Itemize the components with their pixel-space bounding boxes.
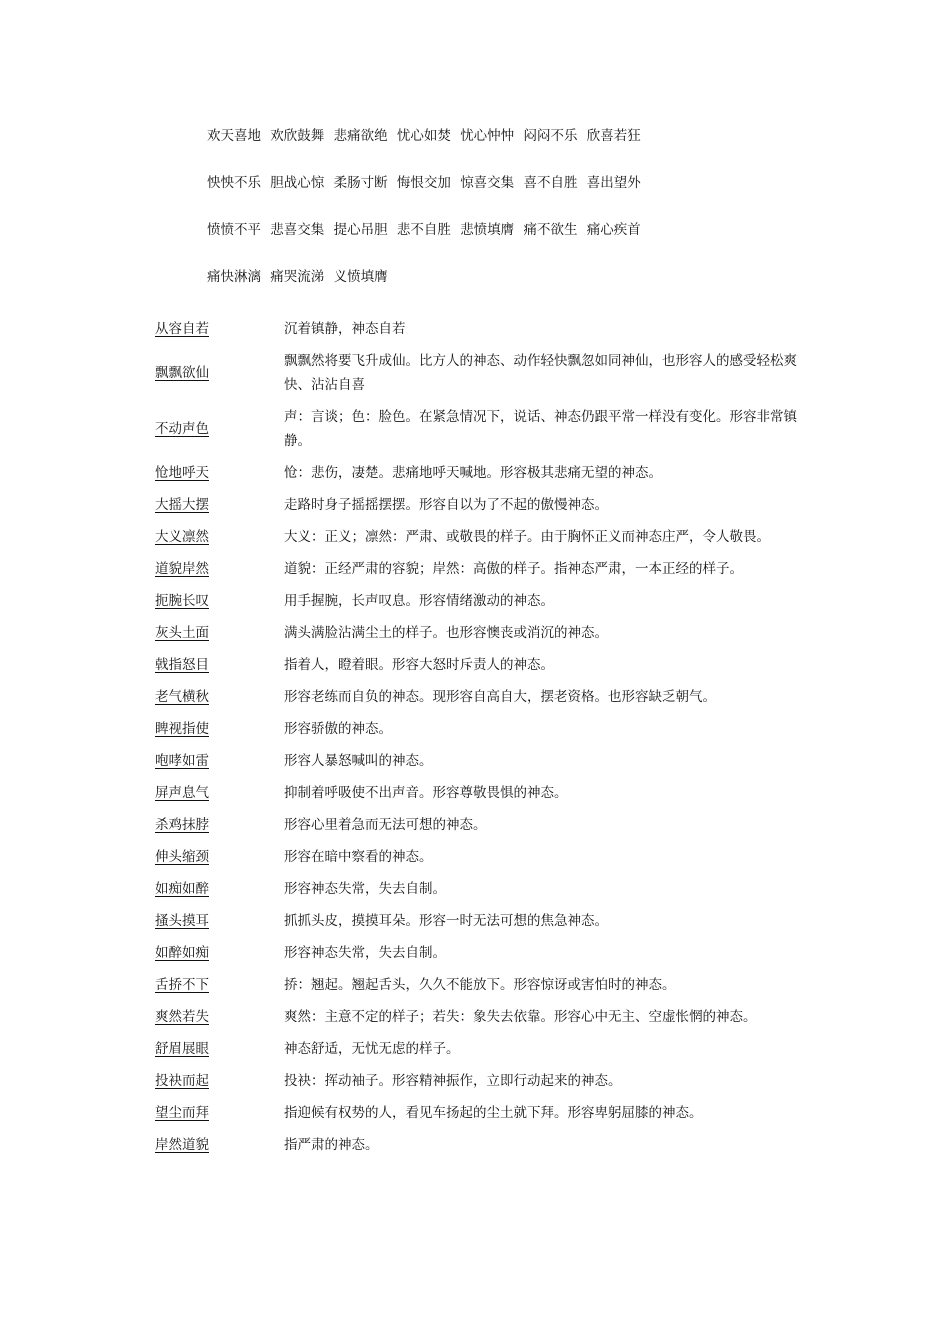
idiom-line <box>207 124 847 148</box>
idiom-word: 悲喜交集 <box>270 222 325 238</box>
idiom-word: 悲不自胜 <box>396 222 451 238</box>
idiom-term-link[interactable]: 怆地呼天 <box>155 465 209 481</box>
idiom-term-link[interactable]: 不动声色 <box>155 421 209 437</box>
definition-row <box>155 909 805 933</box>
idiom-definition: 指迎候有权势的人，看见车扬起的尘土就下拜。形容卑躬屈膝的神态。 <box>284 1105 703 1121</box>
idiom-definition: 沉着镇静，神态自若 <box>284 321 406 337</box>
idiom-term-link[interactable]: 大摇大摆 <box>155 497 209 513</box>
idiom-definition: 挢：翘起。翘起舌头，久久不能放下。形容惊讶或害怕时的神态。 <box>284 977 676 993</box>
idiom-definition: 指着人，瞪着眼。形容大怒时斥责人的神态。 <box>284 657 554 673</box>
idiom-term-link[interactable]: 从容自若 <box>155 321 209 337</box>
idiom-definition: 抑制着呼吸使不出声音。形容尊敬畏惧的神态。 <box>284 785 568 801</box>
idiom-word: 痛不欲生 <box>523 222 578 238</box>
definition-row <box>155 973 805 997</box>
idiom-definition-table <box>155 317 805 1165</box>
idiom-term-link[interactable]: 睥视指使 <box>155 721 209 737</box>
definition-row <box>155 781 805 805</box>
idiom-word: 胆战心惊 <box>270 175 325 191</box>
idiom-word: 提心吊胆 <box>333 222 388 238</box>
idiom-term-link[interactable]: 望尘而拜 <box>155 1105 209 1121</box>
idiom-definition: 形容心里着急而无法可想的神态。 <box>284 817 487 833</box>
idiom-term-link[interactable]: 咆哮如雷 <box>155 753 209 769</box>
idiom-definition: 形容骄傲的神态。 <box>284 721 392 737</box>
idiom-word: 悔恨交加 <box>396 175 451 191</box>
idiom-term-link[interactable]: 投袂而起 <box>155 1073 209 1089</box>
idiom-definition: 爽然：主意不定的样子；若失：象失去依靠。形容心中无主、空虚怅惘的神态。 <box>284 1009 757 1025</box>
idiom-term-link[interactable]: 扼腕长叹 <box>155 593 209 609</box>
idiom-term-link[interactable]: 如醉如痴 <box>155 945 209 961</box>
definition-row <box>155 653 805 677</box>
idiom-term-link[interactable]: 灰头土面 <box>155 625 209 641</box>
idiom-line <box>207 171 847 195</box>
definition-row <box>155 813 805 837</box>
idiom-word: 痛心疾首 <box>586 222 641 238</box>
idiom-definition: 抓抓头皮，摸摸耳朵。形容一时无法可想的焦急神态。 <box>284 913 608 929</box>
idiom-word: 喜不自胜 <box>523 175 578 191</box>
idiom-term-link[interactable]: 岸然道貌 <box>155 1137 209 1153</box>
definition-row <box>155 1069 805 1093</box>
idiom-term-link[interactable]: 屏声息气 <box>155 785 209 801</box>
idiom-definition: 用手握腕，长声叹息。形容情绪激动的神态。 <box>284 593 554 609</box>
idiom-term-link[interactable]: 伸头缩颈 <box>155 849 209 865</box>
definition-row <box>155 1037 805 1061</box>
idiom-word: 柔肠寸断 <box>333 175 388 191</box>
idiom-term-link[interactable]: 老气横秋 <box>155 689 209 705</box>
definition-row <box>155 1005 805 1029</box>
idiom-line <box>207 265 847 289</box>
idiom-definition: 形容在暗中察看的神态。 <box>284 849 433 865</box>
idiom-word: 痛哭流涕 <box>270 269 325 285</box>
definition-row <box>155 349 805 397</box>
idiom-term-link[interactable]: 飘飘欲仙 <box>155 365 209 381</box>
idiom-word: 欣喜若狂 <box>586 128 641 144</box>
idiom-word: 忧心忡忡 <box>460 128 515 144</box>
definition-row <box>155 557 805 581</box>
idiom-definition: 飘飘然将要飞升成仙。比方人的神态、动作轻快飘忽如同神仙，也形容人的感受轻松爽快、沾沾自喜 <box>284 353 797 393</box>
idiom-term-link[interactable]: 舒眉展眼 <box>155 1041 209 1057</box>
idiom-definition: 神态舒适，无忧无虑的样子。 <box>284 1041 460 1057</box>
idiom-word: 闷闷不乐 <box>523 128 578 144</box>
idiom-definition: 形容神态失常，失去自制。 <box>284 881 446 897</box>
idiom-term-link[interactable]: 如痴如醉 <box>155 881 209 897</box>
idiom-definition: 形容神态失常，失去自制。 <box>284 945 446 961</box>
idiom-line <box>207 218 847 242</box>
idiom-word: 悲痛欲绝 <box>333 128 388 144</box>
idiom-term-link[interactable]: 舌挢不下 <box>155 977 209 993</box>
definition-row <box>155 1133 805 1157</box>
idiom-definition: 道貌：正经严肃的容貌；岸然：高傲的样子。指神态严肃，一本正经的样子。 <box>284 561 743 577</box>
idiom-term-link[interactable]: 搔头摸耳 <box>155 913 209 929</box>
definition-row <box>155 589 805 613</box>
idiom-word: 痛快淋漓 <box>207 269 261 285</box>
idiom-term-link[interactable]: 大义凛然 <box>155 529 209 545</box>
idiom-definition: 形容老练而自负的神态。现形容自高自大，摆老资格。也形容缺乏朝气。 <box>284 689 716 705</box>
definition-row <box>155 685 805 709</box>
definition-row <box>155 941 805 965</box>
definition-row <box>155 1101 805 1125</box>
idiom-word: 欢天喜地 <box>207 128 261 144</box>
idiom-word: 愤愤不平 <box>207 222 261 238</box>
idiom-term-link[interactable]: 戟指怒目 <box>155 657 209 673</box>
definition-row <box>155 461 805 485</box>
idiom-definition: 走路时身子摇摇摆摆。形容自以为了不起的傲慢神态。 <box>284 497 608 513</box>
idiom-word: 惊喜交集 <box>460 175 515 191</box>
definition-row <box>155 525 805 549</box>
idiom-definition: 声：言谈；色：脸色。在紧急情况下，说话、神态仍跟平常一样没有变化。形容非常镇静。 <box>284 409 797 449</box>
idiom-term-link[interactable]: 杀鸡抹脖 <box>155 817 209 833</box>
idiom-definition: 满头满脸沾满尘土的样子。也形容懊丧或消沉的神态。 <box>284 625 608 641</box>
idiom-definition: 大义：正义；凛然：严肃、或敬畏的样子。由于胸怀正义而神态庄严，令人敬畏。 <box>284 529 770 545</box>
definition-row <box>155 405 805 453</box>
idiom-word-list <box>207 124 847 312</box>
idiom-word: 忧心如焚 <box>396 128 451 144</box>
definition-row <box>155 717 805 741</box>
idiom-word: 义愤填膺 <box>333 269 388 285</box>
definition-row <box>155 877 805 901</box>
idiom-word: 欢欣鼓舞 <box>270 128 325 144</box>
definition-row <box>155 493 805 517</box>
idiom-word: 喜出望外 <box>586 175 641 191</box>
idiom-term-link[interactable]: 爽然若失 <box>155 1009 209 1025</box>
idiom-word: 怏怏不乐 <box>207 175 261 191</box>
idiom-definition: 指严肃的神态。 <box>284 1137 379 1153</box>
idiom-word: 悲愤填膺 <box>460 222 515 238</box>
idiom-term-link[interactable]: 道貌岸然 <box>155 561 209 577</box>
idiom-definition: 形容人暴怒喊叫的神态。 <box>284 753 433 769</box>
definition-row <box>155 845 805 869</box>
idiom-definition: 怆：悲伤，凄楚。悲痛地呼天喊地。形容极其悲痛无望的神态。 <box>284 465 662 481</box>
definition-row <box>155 749 805 773</box>
definition-row <box>155 621 805 645</box>
idiom-definition: 投袂：挥动袖子。形容精神振作，立即行动起来的神态。 <box>284 1073 622 1089</box>
definition-row <box>155 317 805 341</box>
